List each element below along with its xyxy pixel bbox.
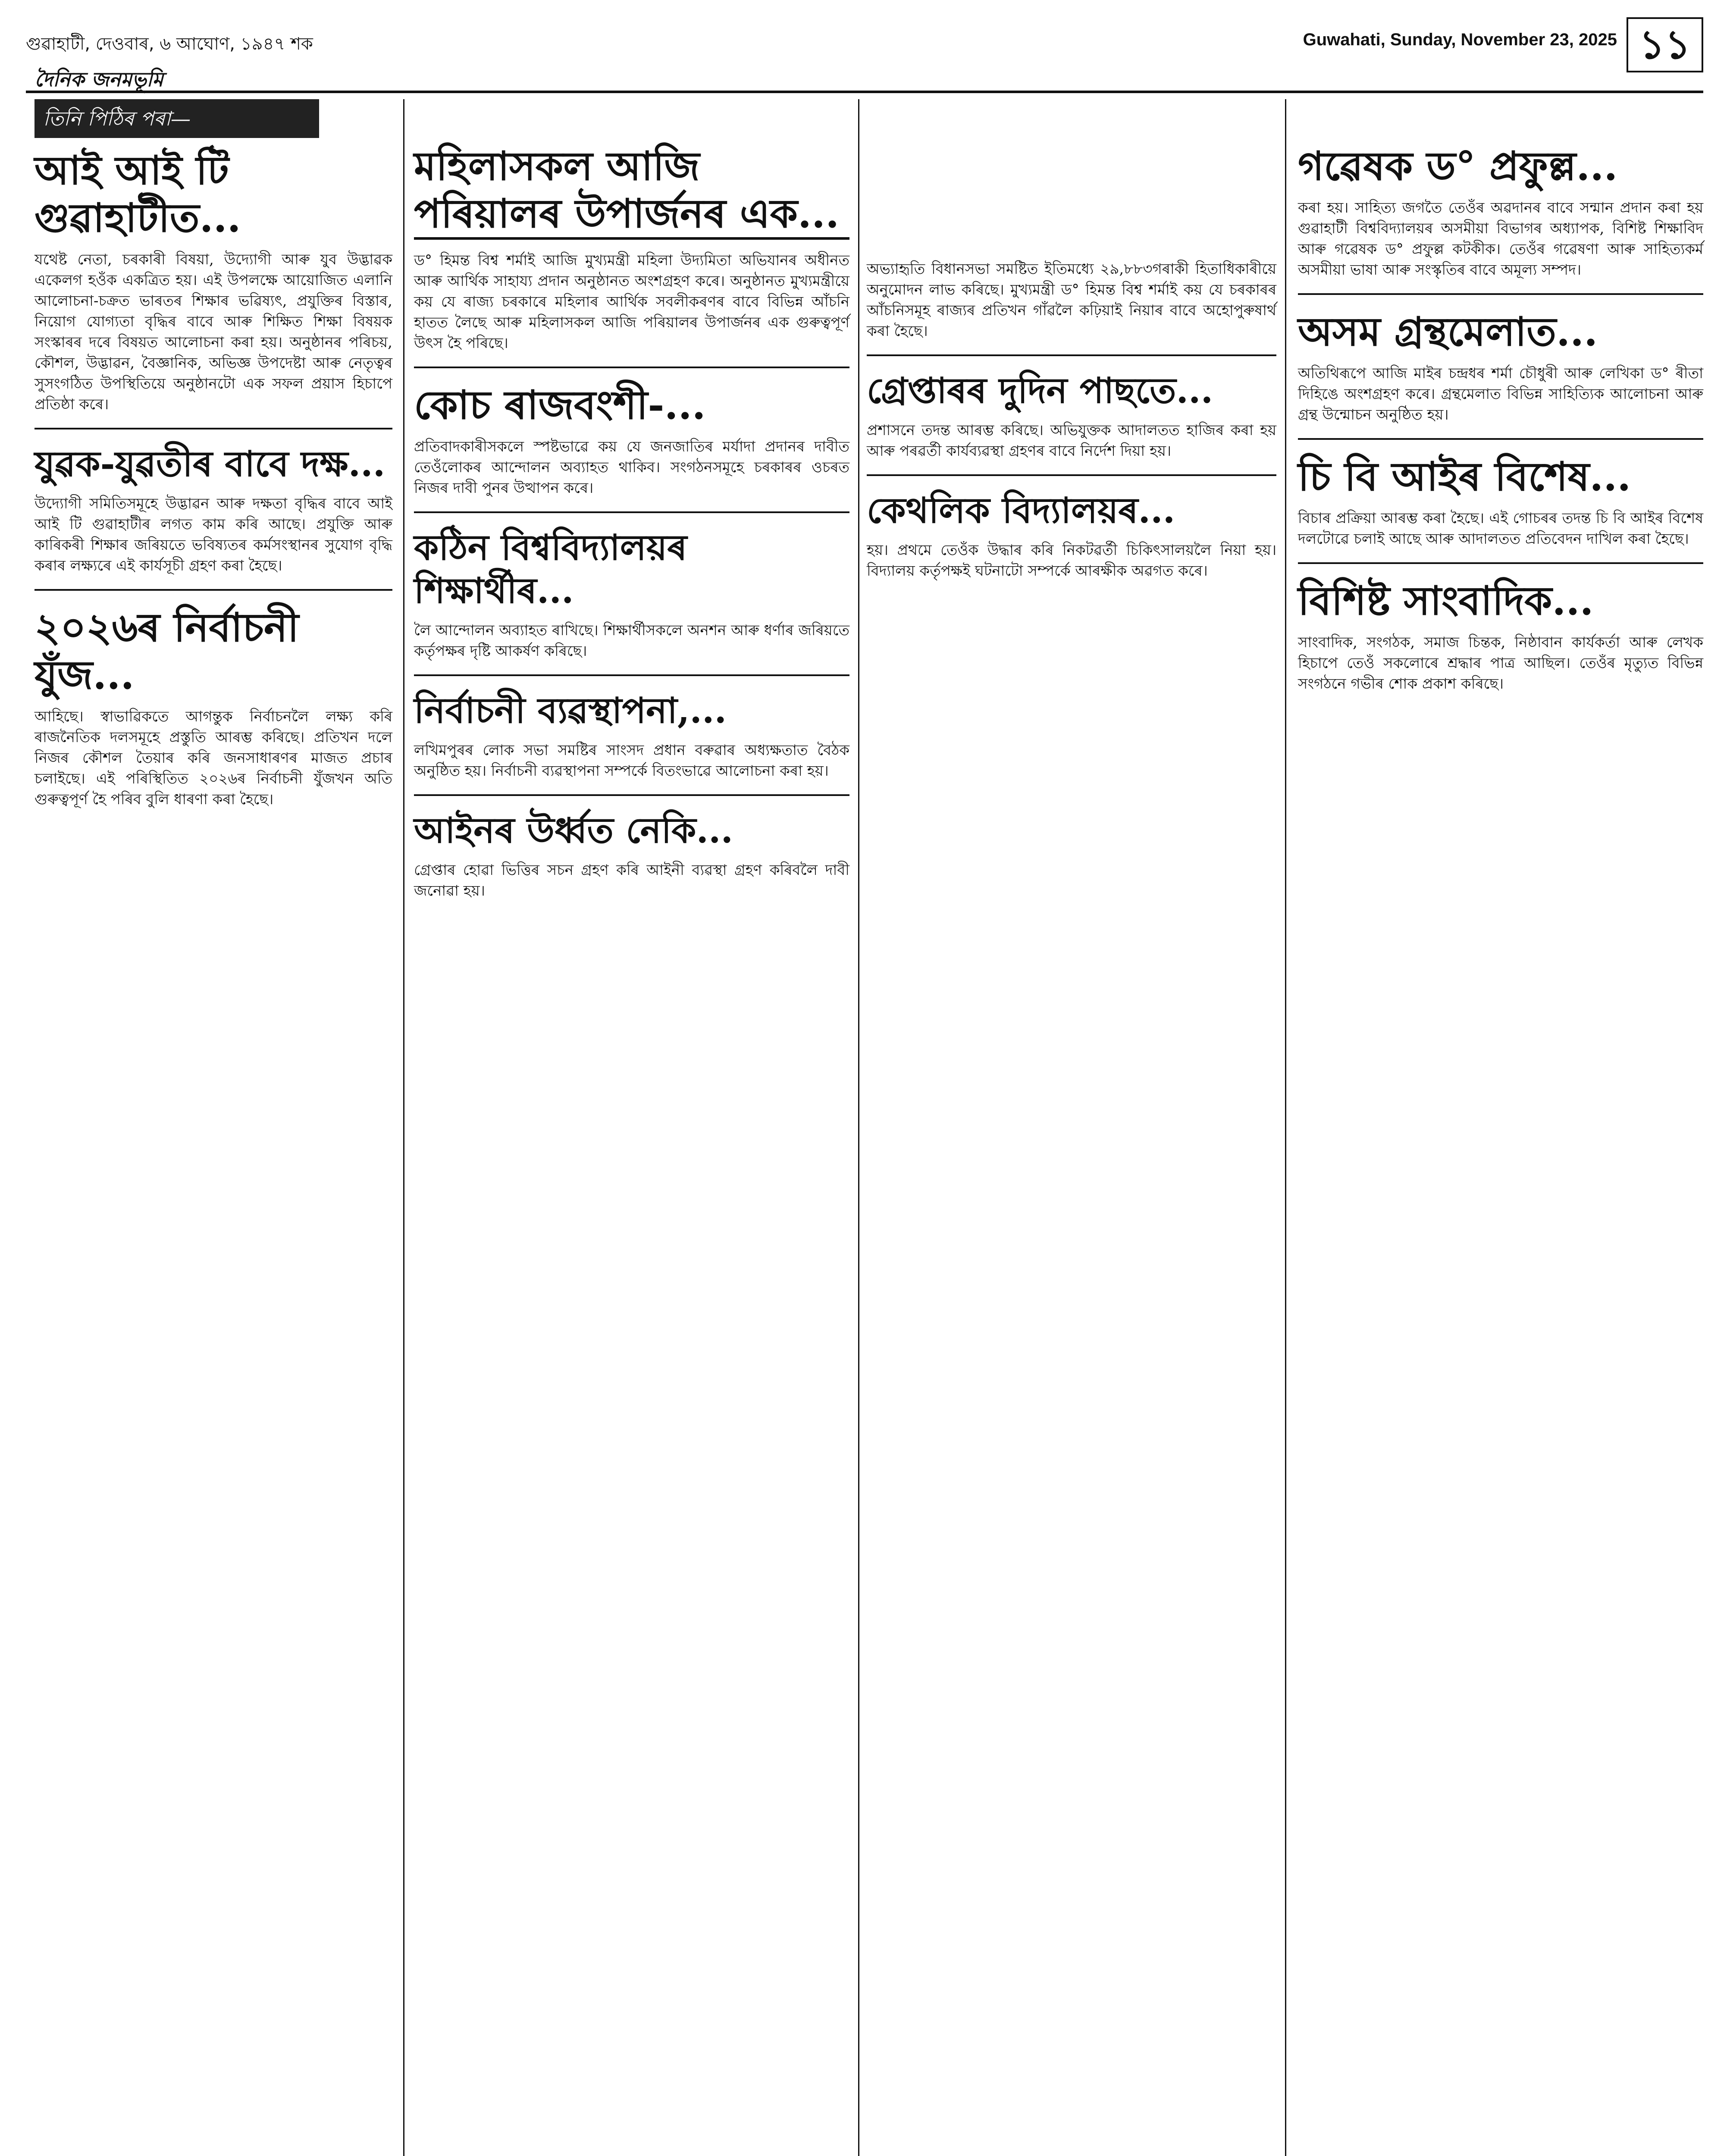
middle-column [414, 142, 849, 901]
article-headline: চি বি আইৰ বিশেষ... [1298, 453, 1631, 500]
article-arrest [867, 369, 1276, 461]
article-headline: গ্ৰেপ্তাৰৰ দুদিন পাছতে... [867, 370, 1213, 411]
article-headline: আই আই টি গুৱাহাটীত... [34, 147, 241, 241]
article-iit [34, 147, 392, 415]
column-rule [403, 99, 404, 2156]
article-headline: কোচ ৰাজবংশী-... [414, 382, 706, 428]
article-cbi-special [1298, 453, 1703, 549]
article-koch-rajbongshi [414, 381, 849, 498]
article-headline: নিৰ্বাচনী ব্যৱস্থাপনা,... [414, 690, 727, 731]
article-book-fair [1298, 308, 1703, 425]
divider [414, 367, 849, 368]
article-body: উদ্যোগী সমিতিসমূহে উদ্ভাৱন আৰু দক্ষতা বৃদ্ধিৰ বাবে আই আই টি গুৱাহাটীৰ লগত কাম কৰি আছে। প্ৰযুক্তি আৰু কাৰিকৰী শিক্ষাৰ জৰিয়তে ভবিষ্যতৰ কৰ্মসংস্থানৰ সুযোগ বৃদ্ধি কৰাৰ লক্ষ্যৰে এই কাৰ্যসূচী গ্ৰহণ কৰা হৈছে। [34, 495, 392, 574]
article-journalist [1298, 577, 1703, 694]
article-body: আহিছে। স্বাভাৱিকতে আগন্তুক নিৰ্বাচনলৈ লক্ষ্য কৰি ৰাজনৈতিক দলসমূহে প্ৰস্তুতি আৰম্ভ কৰিছে। প্ৰতিখন দলে নিজৰ কৌশল তৈয়াৰ কৰি জনসাধাৰণৰ মাজত প্ৰচাৰ চলাইছে। এই পৰিস্থিতিত ২০২৬ৰ নিৰ্বাচনী যুঁজখন অতি গুৰুত্বপূৰ্ণ হৈ পৰিব বুলি ধাৰণা কৰা হৈছে। [34, 708, 392, 808]
article-above-law [414, 809, 849, 901]
article-headline: মহিলাসকল আজি পৰিয়ালৰ উপাৰ্জনৰ এক... [414, 142, 849, 240]
article-election-2026 [34, 604, 392, 810]
article-body: অতিথিৰূপে আজি মাইৰ চন্দ্ৰধৰ শৰ্মা চৌধুৰী আৰু লেখিকা ড° ৰীতা দিহিঙে অংশগ্ৰহণ কৰে। গ্ৰন্থমেলাত বিভিন্ন সাহিত্যিক আলোচনা আৰু গ্ৰন্থ উন্মোচন অনুষ্ঠিত হয়। [1298, 365, 1703, 423]
divider [867, 354, 1276, 356]
article-body: বিচাৰ প্ৰক্ৰিয়া আৰম্ভ কৰা হৈছে। এই গোচৰৰ তদন্ত চি বি আইৰ বিশেষ দলটোৱে চলাই আছে আৰু আদালতত প্ৰতিবেদন দাখিল কৰা হৈছে। [1298, 510, 1703, 548]
divider [1298, 293, 1703, 295]
article-youth-skills [34, 442, 392, 576]
article-women-earning-continued [867, 259, 1276, 342]
continued-from-tag: তিনি পিঠিৰ পৰা— [34, 99, 319, 138]
article-headline: অসম গ্ৰন্থমেলাত... [1298, 308, 1598, 355]
article-headline: কঠিন বিশ্ববিদ্যালয়ৰ শিক্ষাৰ্থীৰ... [414, 527, 687, 611]
article-headline: কেথলিক বিদ্যালয়ৰ... [867, 490, 1175, 531]
column-rule [858, 99, 859, 2156]
article-election-management [414, 689, 849, 781]
divider [414, 794, 849, 796]
divider [1298, 438, 1703, 440]
article-body: ড° হিমন্ত বিশ্ব শৰ্মাই আজি মুখ্যমন্ত্ৰী মহিলা উদ্যমিতা অভিযানৰ অধীনত আৰু আৰ্থিক সাহায্য প্ৰদান অনুষ্ঠানত অংশগ্ৰহণ কৰে। অনুষ্ঠানত মুখ্যমন্ত্ৰীয়ে কয় যে ৰাজ্য চৰকাৰে মহিলাৰ আৰ্থিক সবলীকৰণৰ বাবে বিভিন্ন আঁচনি হাতত লৈছে আৰু মহিলাসকল আজি পৰিয়ালৰ উপাৰ্জনৰ এক গুৰুত্বপূৰ্ণ উৎস হৈ পৰিছে। [414, 252, 849, 352]
article-body: লখিমপুৰৰ লোক সভা সমষ্টিৰ সাংসদ প্ৰধান বৰুৱাৰ অধ্যক্ষতাত বৈঠক অনুষ্ঠিত হয়। নিৰ্বাচনী ব্যৱস্থাপনা সম্পৰ্কে বিতংভাৱে আলোচনা কৰা হয়। [414, 742, 849, 780]
article-body: হয়। প্ৰথমে তেওঁক উদ্ধাৰ কৰি নিকটৱৰ্তী চিকিৎসালয়লৈ নিয়া হয়। বিদ্যালয় কৰ্তৃপক্ষই ঘটনাটো সম্পৰ্কে আৰক্ষীক অৱগত কৰে। [867, 542, 1276, 580]
article-headline: যুৱক-যুৱতীৰ বাবে দক্ষ... [34, 443, 385, 485]
divider [867, 474, 1276, 476]
article-catholic-school [867, 489, 1276, 581]
article-headline: বিশিষ্ট সাংবাদিক... [1298, 577, 1594, 624]
article-body: লৈ আন্দোলন অব্যাহত ৰাখিছে। শিক্ষাৰ্থীসকলে অনশন আৰু ধৰ্ণাৰ জৰিয়তে কৰ্তৃপক্ষৰ দৃষ্টি আকৰ্ষণ কৰিছে। [414, 622, 849, 660]
article-university-students [414, 526, 849, 661]
header-date-english: Guwahati, Sunday, November 23, 2025 [1303, 30, 1617, 49]
page-number: ১১ [1627, 17, 1703, 72]
divider [414, 511, 849, 513]
article-body: প্ৰশাসনে তদন্ত আৰম্ভ কৰিছে। অভিযুক্তক আদালতত হাজিৰ কৰা হয় আৰু পৰৱৰ্তী কাৰ্যব্যৱস্থা গ্ৰহণৰ বাবে নিৰ্দেশ দিয়া হয়। [867, 422, 1276, 460]
brand-bar [26, 65, 1703, 93]
article-body: কৰা হয়। সাহিত্য জগতৈ তেওঁৰ অৱদানৰ বাবে সন্মান প্ৰদান কৰা হয় গুৱাহাটী বিশ্ববিদ্যালয়ৰ অসমীয়া বিভাগৰ অধ্যাপক, বিশিষ্ট শিক্ষাবিদ আৰু গৱেষক ড° প্ৰফুল্ল কটকীক। তেওঁৰ গৱেষণা আৰু সাহিত্যকৰ্ম অসমীয়া ভাষা আৰু সংস্কৃতিৰ বাবে অমূল্য সম্পদ। [1298, 199, 1703, 279]
divider [1298, 562, 1703, 564]
article-women-earning [414, 142, 849, 354]
divider [414, 674, 849, 676]
article-researcher [1298, 142, 1703, 280]
article-body: সাংবাদিক, সংগঠক, সমাজ চিন্তক, নিষ্ঠাবান কাৰ্যকৰ্তা আৰু লেখক হিচাপে তেওঁ সকলোৰে শ্ৰদ্ধাৰ পাত্ৰ আছিল। তেওঁৰ মৃত্যুত বিভিন্ন সংগঠনে গভীৰ শোক প্ৰকাশ কৰিছে। [1298, 634, 1703, 693]
divider [34, 428, 392, 429]
newspaper-brand: দৈনিক জনমভূমি [34, 68, 163, 91]
article-body: অভ্যাহৃতি বিধানসভা সমষ্টিত ইতিমধ্যে ২৯,৮৮৩গৰাকী হিতাধিকাৰীয়ে অনুমোদন লাভ কৰিছে। মুখ্যমন্ত্ৰী ড° হিমন্ত বিশ্ব শৰ্মাই কয় যে চৰকাৰৰ আঁচনিসমূহ ৰাজ্যৰ প্ৰতিখন গাঁৱলৈ কঢ়িয়াই নিয়াৰ বাবে অহোপুৰুষাৰ্থ কৰা হৈছে। [867, 260, 1276, 340]
left-column [34, 147, 392, 810]
article-body: প্ৰতিবাদকাৰীসকলে স্পষ্টভাৱে কয় যে জনজাতিৰ মৰ্যাদা প্ৰদানৰ দাবীত তেওঁলোকৰ আন্দোলন অব্যাহত থাকিব। সংগঠনসমূহে চৰকাৰৰ ওচৰত নিজৰ দাবী পুনৰ উত্থাপন কৰে। [414, 438, 849, 497]
divider [34, 589, 392, 591]
article-headline: আইনৰ উৰ্ধ্বত নেকি... [414, 810, 733, 851]
header-date-assamese: গুৱাহাটী, দেওবাৰ, ৬ আঘোণ, ১৯৪৭ শক [26, 34, 313, 54]
article-body: গ্ৰেপ্তাৰ হোৱা ভিত্তিৰ সচন গ্ৰহণ কৰি আইনী ব্যৱস্থা গ্ৰহণ কৰিবলৈ দাবী জনোৱা হয়। [414, 862, 849, 899]
center-column [867, 259, 1276, 581]
article-headline: ২০২৬ৰ নিৰ্বাচনী যুঁজ... [34, 604, 299, 698]
right-column [1298, 142, 1703, 694]
column-rule [1285, 99, 1286, 2156]
article-headline: গৱেষক ড° প্ৰফুল্ল... [1298, 143, 1618, 189]
article-body: যথেষ্ট নেতা, চৰকাৰী বিষয়া, উদ্যোগী আৰু যুব উদ্ভাৱক একেলগ হওঁক একত্রিত হয়। এই উপলক্ষে আয়োজিত এলানি আলোচনা-চক্রত ভাৰতৰ শিক্ষাৰ ভৱিষ্যৎ, প্ৰযুক্তিৰ বিস্তাৰ, নিয়োগ যোগ্যতা বৃদ্ধিৰ বাবে আৰু শিক্ষিত শিক্ষা বিষয়ক সংস্কাৰৰ দৰে বিষয়ত আলোচনা কৰা হয়। অনুষ্ঠানৰ পৰিচয়, কৌশল, উদ্ভাৱন, বৈজ্ঞানিক, অভিজ্ঞ উপদেষ্টা আৰু নেতৃত্বৰ সুসংগঠিত উপস্থিতিয়ে অনুষ্ঠানটো এক সফল প্ৰয়াস হিচাপে প্ৰতিষ্ঠা কৰে। [34, 251, 392, 413]
